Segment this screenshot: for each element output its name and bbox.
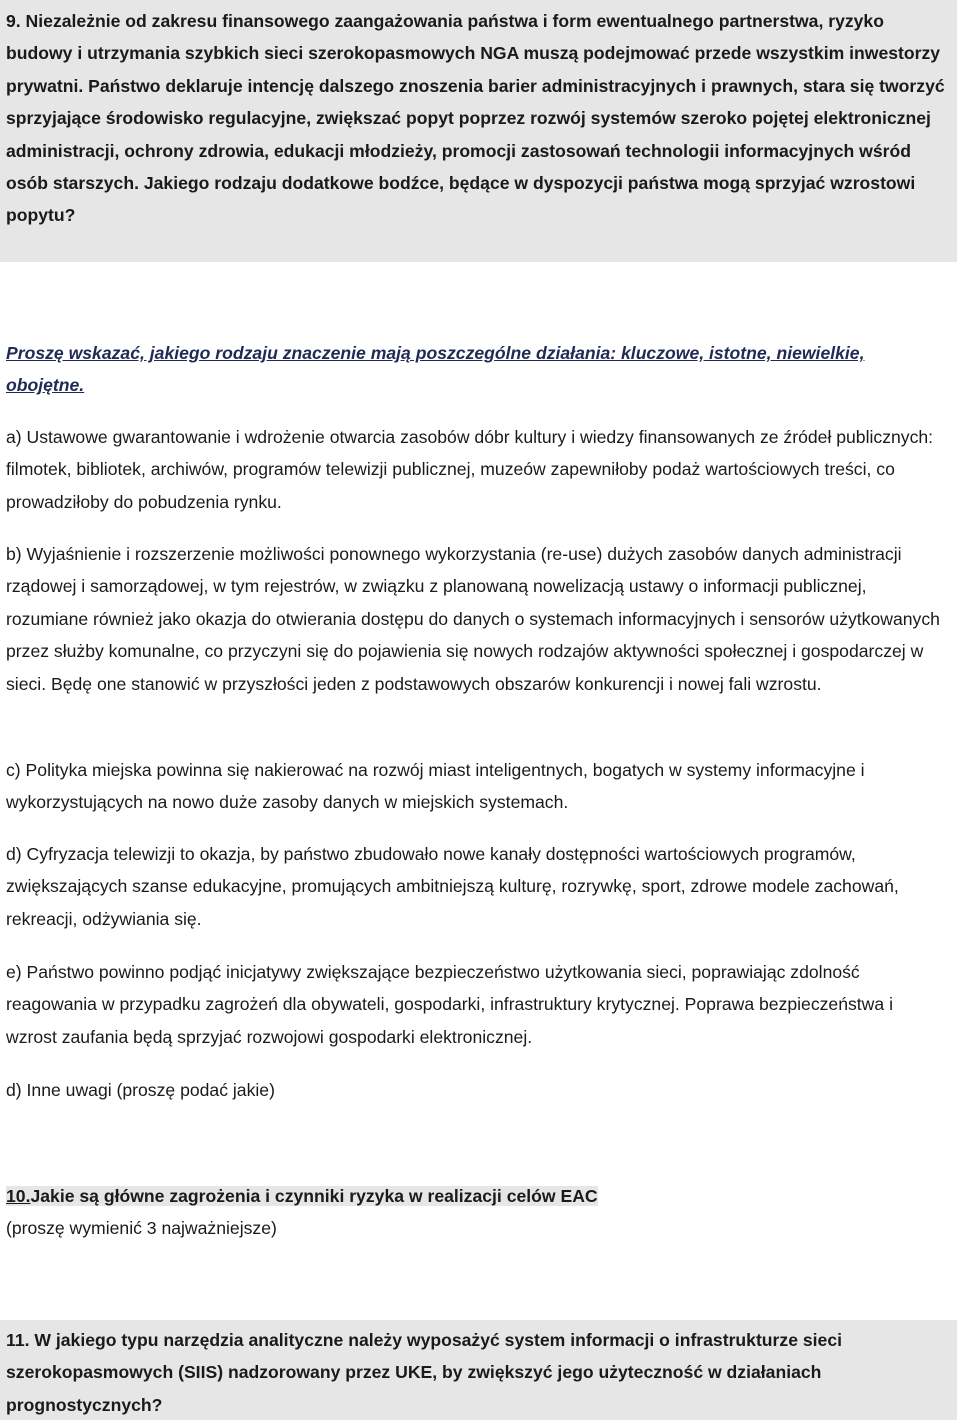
option-e-text: e) Państwo powinno podjąć inicjatywy zwiększające bezpieczeństwo użytkowania sieci, poprawiając zdolność reagowania w przypadku zagrożeń dla obywateli, gospodarki, infrastruktury krytycznej. Poprawa bezpieczeństwa i wzrost zaufania będą sprzyjać rozwojowi gospodarki elektronicznej. bbox=[6, 962, 893, 1047]
option-a-text: a) Ustawowe gwarantowanie i wdrożenie otwarcia zasobów dóbr kultury i wiedzy finansowanych ze źródeł publicznych: filmotek, bibliotek, archiwów, programów telewizji publicznej, muzeów zapewniłoby podaż wartościowych treści, co prowadziłoby do pobudzenia rynku. bbox=[6, 427, 934, 512]
question-10-subtitle: (proszę wymienić 3 najważniejsze) bbox=[6, 1218, 277, 1239]
question-11-box bbox=[0, 1320, 957, 1420]
question-10 bbox=[6, 1180, 948, 1245]
question-10-number: 10. bbox=[6, 1186, 31, 1206]
option-d-text: d) Cyfryzacja telewizji to okazja, by państwo zbudowało nowe kanały dostępności wartościowych programów, zwiększających szanse edukacyjne, promujących ambitniejszą kulturę, rozrywkę, sport, zdrowe modele zachowań, rekreacji, odżywiania się. bbox=[6, 844, 899, 929]
question-9-text: 9. Niezależnie od zakresu finansowego zaangażowania państwa i form ewentualnego partnerstwa, ryzyko budowy i utrzymania szybkich sieci szerokopasmowych NGA muszą podejmować przede wszystkim inwestorzy prywatni. Państwo deklaruje intencję dalszego znoszenia barier administracyjnych i prawnych, stara się tworzyć sprzyjające środowisko regulacyjne, zwiększać popyt poprzez rozwój systemów szeroko pojętej elektronicznej administracji, ochrony zdrowia, edukacji młodzieży, promocji zastosowań technologii informacyjnych wśród osób starszych. Jakiego rodzaju dodatkowe bodźce, będące w dyspozycji państwa mogą sprzyjać wzrostowi popytu? bbox=[6, 11, 945, 226]
option-b-text: b) Wyjaśnienie i rozszerzenie możliwości ponownego wykorzystania (re-use) dużych zasobów danych administracji rządowej i samorządowej, w tym rejestrów, w związku z planowaną nowelizacją ustawy o informacji publicznej, rozumiane również jako okazja do otwierania dostępu do danych o systemach informacyjnych i sensorów użytkowanych przez służby komunalne, co przyczyni się do pojawienia się nowych rodzajów aktywności społecznej i gospodarczej w sieci. Będę one stanowić w przyszłości jeden z podstawowych obszarów konkurencji i nowej fali wzrostu. bbox=[6, 544, 940, 694]
option-c-text: c) Polityka miejska powinna się nakierować na rozwój miast inteligentnych, bogatych w systemy informacyjne i wykorzystujących na nowo duże zasoby danych w miejskich systemach. bbox=[6, 760, 865, 813]
option-other-text: d) Inne uwagi (proszę podać jakie) bbox=[6, 1080, 275, 1100]
question-10-title bbox=[6, 1186, 598, 1206]
question-10-title-text: Jakie są główne zagrożenia i czynniki ryzyka w realizacji celów EAC bbox=[30, 1186, 598, 1206]
question-9-box bbox=[0, 0, 957, 262]
question-11-text: 11. W jakiego typu narzędzia analityczne należy wyposażyć system informacji o infrastrukturze sieci szerokopasmowych (SIIS) nadzorowany przez UKE, by zwiększyć jego użyteczność w działaniach prognostycznych? bbox=[6, 1330, 843, 1415]
rating-instruction: Proszę wskazać, jakiego rodzaju znaczenie mają poszczególne działania: kluczowe, istotne, niewielkie, obojętne. bbox=[6, 343, 865, 396]
